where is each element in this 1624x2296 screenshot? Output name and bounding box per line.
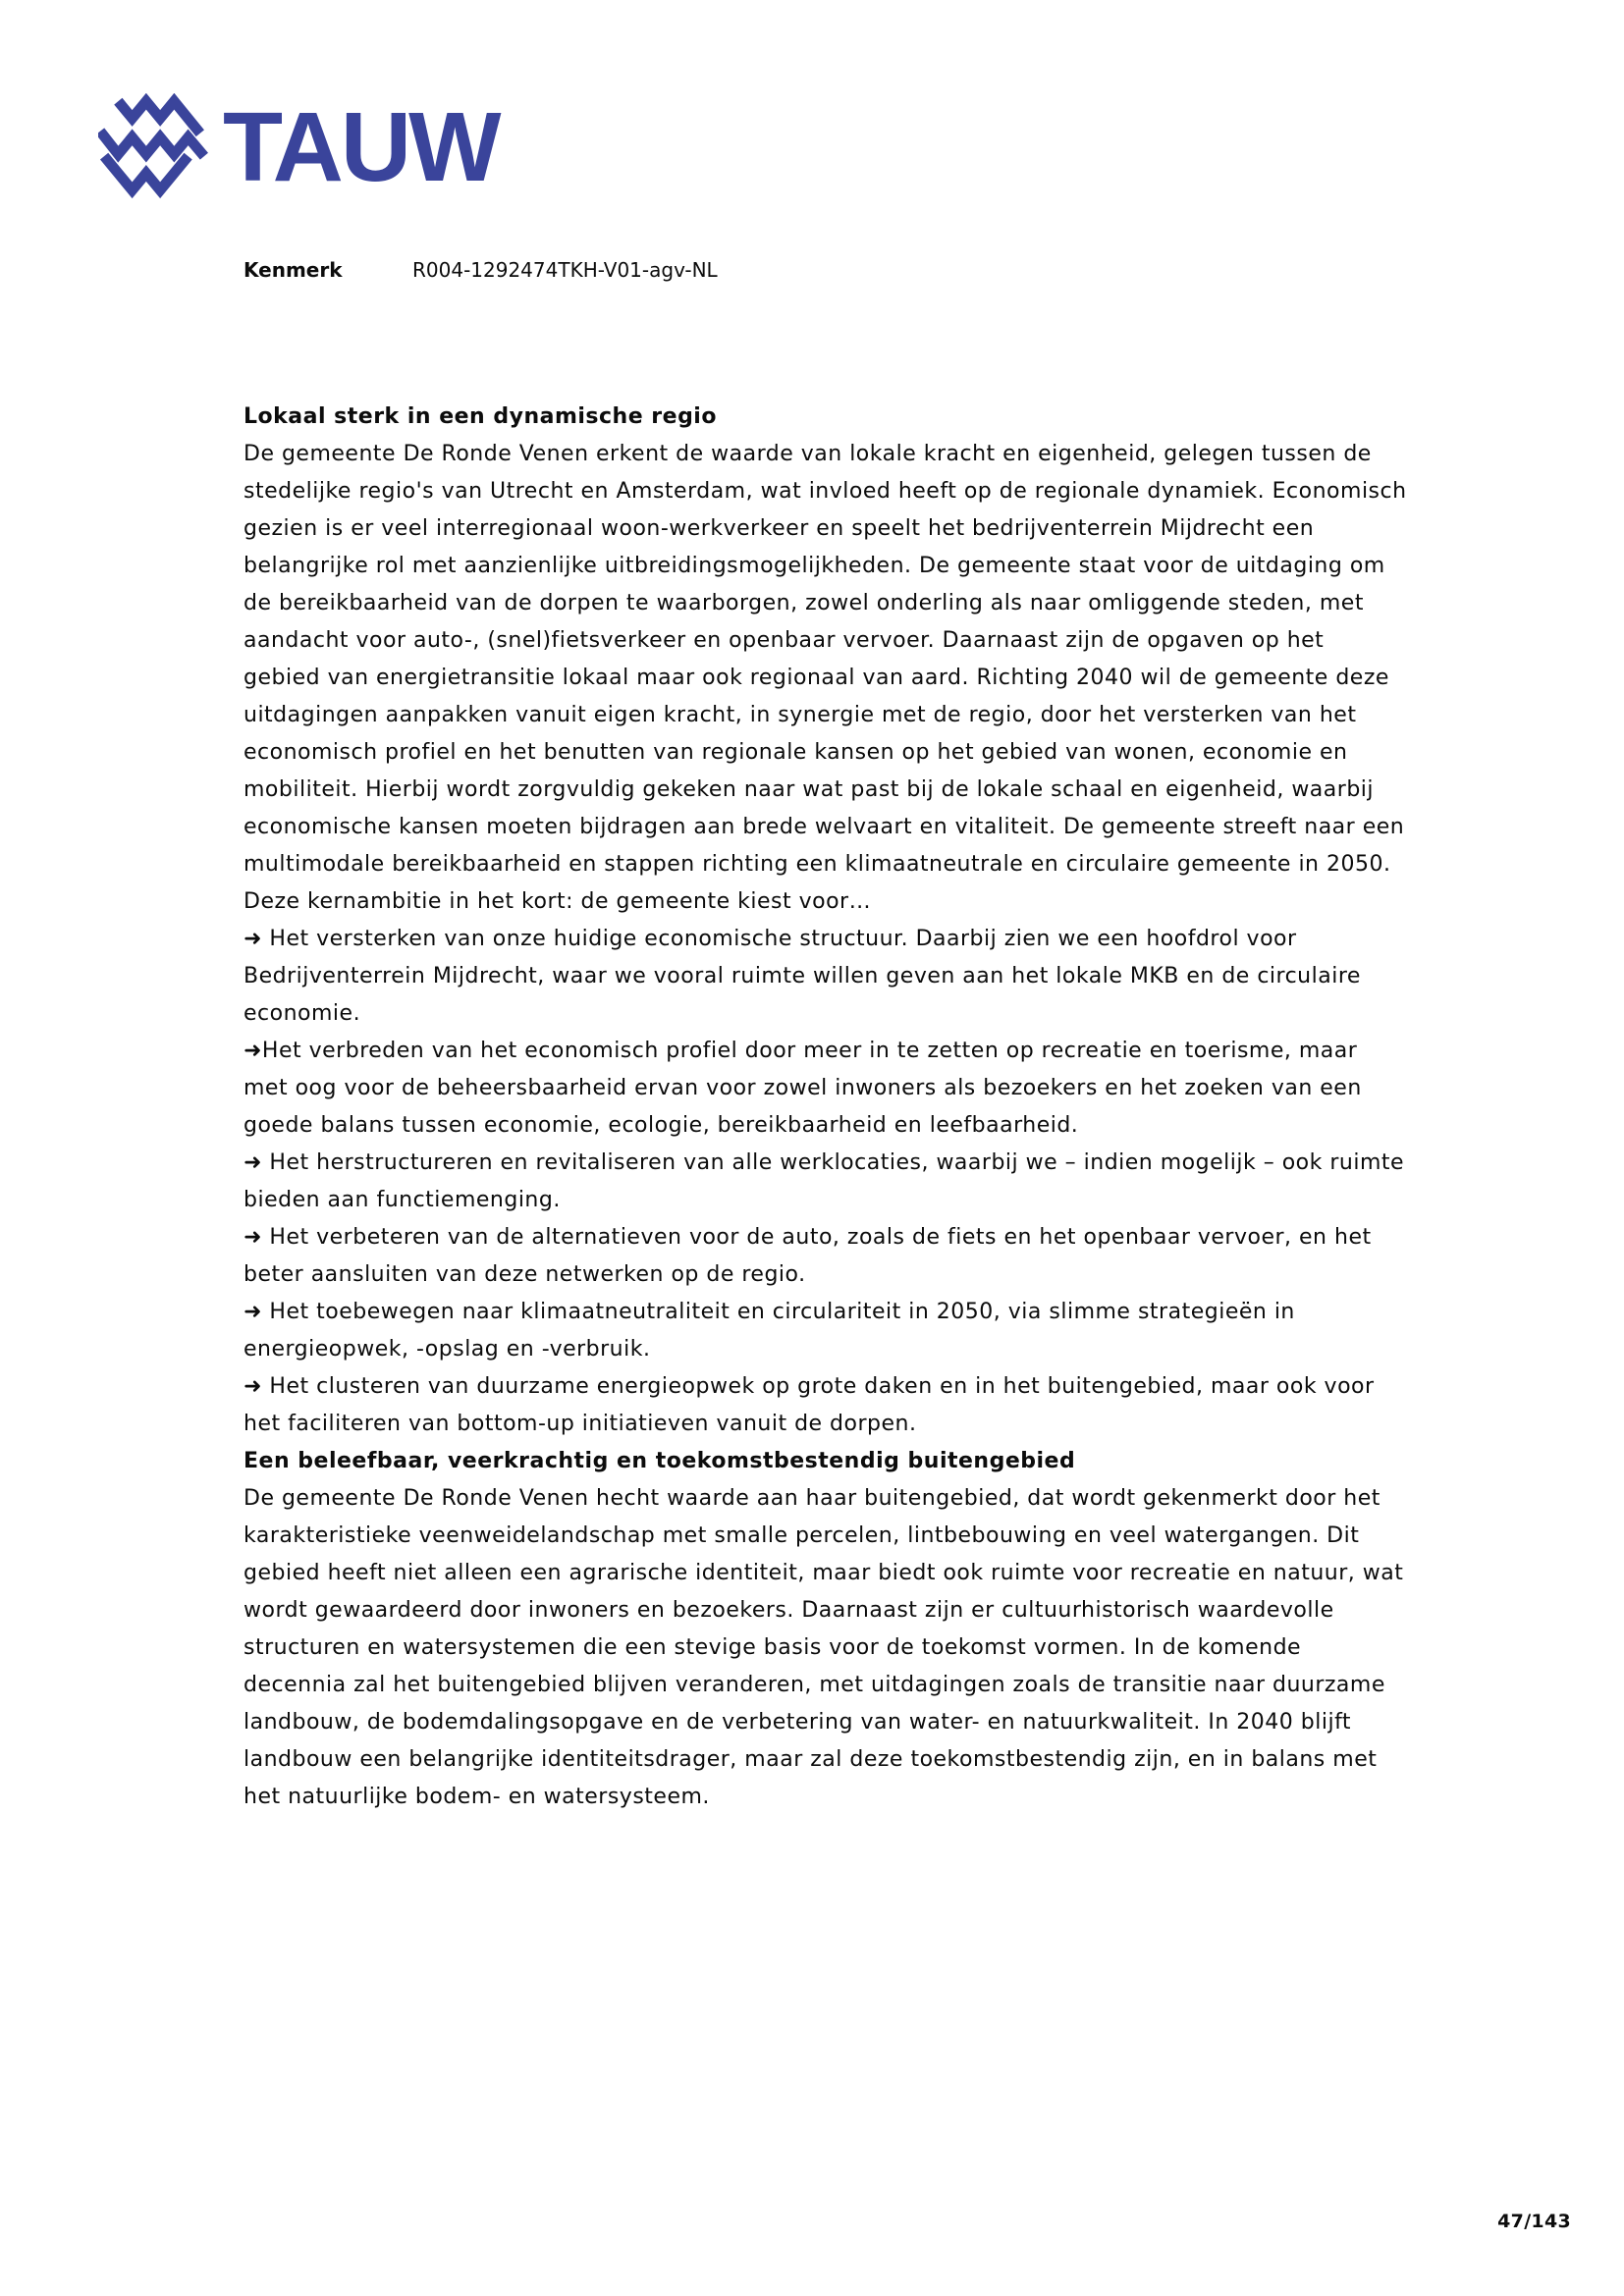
tauw-waves-logo-icon bbox=[98, 93, 210, 201]
kenmerk-label: Kenmerk bbox=[244, 258, 343, 282]
bullet-item: ➜ Het versterken van onze huidige economische structuur. Daarbij zien we een hoofdrol voor Bedrijventerrein Mijdrecht, waar we vooral ruimte willen geven aan het lokale MKB en de circulaire economie. bbox=[244, 927, 1361, 1026]
document-header bbox=[98, 93, 498, 201]
bullet-item: ➜ Het verbeteren van de alternatieven voor de auto, zoals de fiets en het openbaar vervoer, en het beter aansluiten van deze netwerken op de regio. bbox=[244, 1225, 1372, 1287]
section2-paragraph: De gemeente De Ronde Venen hecht waarde aan haar buitengebied, dat wordt gekenmerkt door het karakteristieke veenweidelandschap met smalle percelen, lintbebouwing en veel watergangen. Dit gebied heeft niet alleen een agrarische identiteit, maar biedt ook ruimte voor recreatie en natuur, wat wordt gewaardeerd door inwoners en bezoekers. Daarnaast zijn er cultuurhistorisch waardevolle structuren en watersystemen die een stevige basis voor de toekomst vormen. In de komende decennia zal het buitengebied blijven veranderen, met uitdagingen zoals de transitie naar duurzame landbouw, de bodemdalingsopgave en de verbetering van water- en natuurkwaliteit. In 2040 blijft landbouw een belangrijke identiteitsdrager, maar zal deze toekomstbestendig zijn, en in balans met het natuurlijke bodem- en watersysteem. bbox=[244, 1486, 1404, 1809]
bullet-item: ➜Het verbreden van het economisch profiel door meer in te zetten op recreatie en toerisme, maar met oog voor de beheersbaarheid ervan voor zowel inwoners als bezoekers en het zoeken van een goede balans tussen economie, ecologie, bereikbaarheid en leefbaarheid. bbox=[244, 1039, 1362, 1138]
document-body bbox=[244, 399, 1407, 1816]
page-number: 47/143 bbox=[1497, 2211, 1571, 2232]
kernambitie-intro-line: Deze kernambitie in het kort: de gemeente kiest voor… bbox=[244, 889, 872, 914]
kenmerk-row bbox=[244, 257, 718, 283]
bullet-item: ➜ Het toebewegen naar klimaatneutraliteit en circulariteit in 2050, via slimme strategieën in energieopwek, -opslag en -verbruik. bbox=[244, 1300, 1295, 1362]
kenmerk-value: R004-1292474TKH-V01-agv-NL bbox=[412, 258, 718, 282]
wave-top bbox=[118, 101, 199, 133]
wave-middle bbox=[100, 132, 204, 156]
bullet-item: ➜ Het clusteren van duurzame energieopwek op grote daken en in het buitengebied, maar ook voor het faciliteren van bottom-up initiatieven vanuit de dorpen. bbox=[244, 1374, 1375, 1436]
section-heading-lokaal-sterk: Lokaal sterk in een dynamische regio bbox=[244, 404, 717, 429]
section-heading-buitengebied: Een beleefbaar, veerkrachtig en toekomstbestendig buitengebied bbox=[244, 1449, 1076, 1473]
bullet-item: ➜ Het herstructureren en revitaliseren van alle werklocaties, waarbij we – indien mogelijk – ook ruimte bieden aan functiemenging. bbox=[244, 1150, 1405, 1212]
section1-paragraph: De gemeente De Ronde Venen erkent de waarde van lokale kracht en eigenheid, gelegen tussen de stedelijke regio's van Utrecht en Amsterdam, wat invloed heeft op de regionale dynamiek. Economisch gezien is er veel interregionaal woon-werkverkeer en speelt het bedrijventerrein Mijdrecht een belangrijke rol met aanzienlijke uitbreidingsmogelijkheden. De gemeente staat voor de uitdaging om de bereikbaarheid van de dorpen te waarborgen, zowel onderling als naar omliggende steden, met aandacht voor auto-, (snel)fietsverkeer en openbaar vervoer. Daarnaast zijn de opgaven op het gebied van energietransitie lokaal maar ook regionaal van aard. Richting 2040 wil de gemeente deze uitdagingen aanpakken vanuit eigen kracht, in synergie met de regio, door het versterken van het economisch profiel en het benutten van regionale kansen op het gebied van wonen, economie en mobiliteit. Hierbij wordt zorgvuldig gekeken naar wat past bij de lokale schaal en eigenheid, waarbij economische kansen moeten bijdragen aan brede welvaart en vitaliteit. De gemeente streeft naar een multimodale bereikbaarheid en stappen richting een klimaatneutrale en circulaire gemeente in 2050. bbox=[244, 442, 1407, 877]
tauw-wordmark: TAUW bbox=[223, 92, 499, 202]
page-footer bbox=[1497, 2211, 1571, 2232]
